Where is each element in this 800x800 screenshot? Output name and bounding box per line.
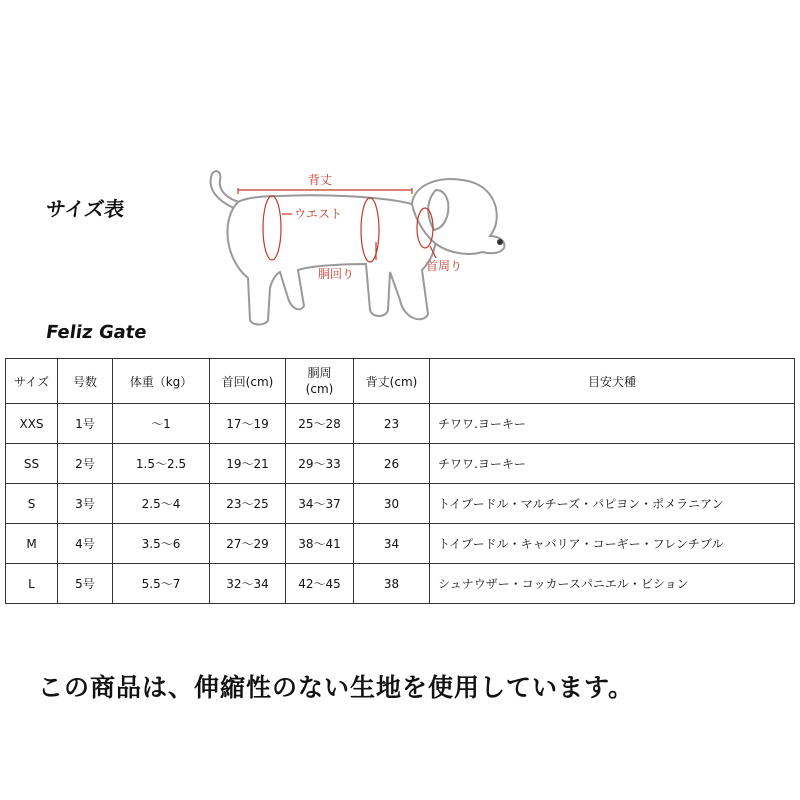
back-length-label: 背丈: [308, 173, 333, 187]
table-header-row: [6, 359, 795, 404]
table-row: [6, 404, 795, 444]
cell-neck: 19～21: [210, 444, 286, 484]
cell-size: M: [6, 524, 58, 564]
cell-number: 4号: [58, 524, 113, 564]
cell-weight: 5.5～7: [113, 564, 210, 604]
cell-number: 5号: [58, 564, 113, 604]
cell-weight: ～1: [113, 404, 210, 444]
cell-weight: 2.5～4: [113, 484, 210, 524]
cell-breeds: トイプードル・キャバリア・コーギー・フレンチブル: [430, 524, 795, 564]
cell-girth: 38～41: [286, 524, 354, 564]
cell-girth: 25～28: [286, 404, 354, 444]
table-row: [6, 524, 795, 564]
cell-number: 3号: [58, 484, 113, 524]
cell-back: 26: [354, 444, 430, 484]
table-row: [6, 484, 795, 524]
cell-back: 23: [354, 404, 430, 444]
cell-back: 30: [354, 484, 430, 524]
header-back: 背丈(cm): [354, 359, 430, 404]
header-neck: 首回(cm): [210, 359, 286, 404]
cell-girth: 42～45: [286, 564, 354, 604]
cell-weight: 1.5～2.5: [113, 444, 210, 484]
cell-back: 38: [354, 564, 430, 604]
cell-breeds: チワワ.ヨーキー: [430, 444, 795, 484]
girth-label: 胴回り: [318, 267, 355, 281]
waist-label: ウエスト: [294, 207, 343, 221]
cell-back: 34: [354, 524, 430, 564]
header-size: サイズ: [6, 359, 58, 404]
cell-neck: 27～29: [210, 524, 286, 564]
header-girth-line2: (cm): [305, 382, 334, 396]
cell-neck: 32～34: [210, 564, 286, 604]
brand-name: Feliz Gate: [44, 322, 149, 343]
header-number: 号数: [58, 359, 113, 404]
cell-breeds: シュナウザー・コッカースパニエル・ビション: [430, 564, 795, 604]
dog-measurement-diagram: [200, 160, 530, 335]
cell-breeds: トイプードル・マルチーズ・パピヨン・ポメラニアン: [430, 484, 795, 524]
header-weight: 体重（kg）: [113, 359, 210, 404]
cell-size: L: [6, 564, 58, 604]
neck-label: 首周り: [426, 259, 463, 273]
header-girth-line1: 胴周: [307, 366, 332, 380]
cell-neck: 23～25: [210, 484, 286, 524]
table-row: [6, 444, 795, 484]
cell-girth: 29～33: [286, 444, 354, 484]
size-table: [5, 358, 795, 604]
table-row: [6, 564, 795, 604]
header-breeds: 目安犬種: [430, 359, 795, 404]
cell-size: SS: [6, 444, 58, 484]
dog-nose: [497, 239, 503, 245]
cell-size: S: [6, 484, 58, 524]
cell-weight: 3.5～6: [113, 524, 210, 564]
cell-neck: 17～19: [210, 404, 286, 444]
header-girth: [286, 359, 354, 404]
fabric-note: この商品は、伸縮性のない生地を使用しています。: [38, 673, 635, 702]
cell-number: 2号: [58, 444, 113, 484]
size-chart-heading: サイズ表: [44, 197, 126, 221]
dog-outline: [211, 171, 505, 324]
cell-number: 1号: [58, 404, 113, 444]
cell-breeds: チワワ.ヨーキー: [430, 404, 795, 444]
cell-girth: 34～37: [286, 484, 354, 524]
cell-size: XXS: [6, 404, 58, 444]
